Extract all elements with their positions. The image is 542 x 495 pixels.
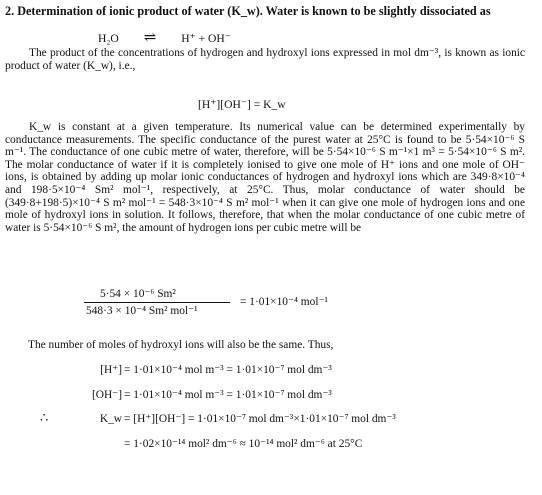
kw-definition: [H⁺][OH⁻] = K_w [198, 98, 286, 111]
equation-rhs-oh: = 1·01×10⁻⁴ mol m⁻³ = 1·01×10⁻⁷ mol dm⁻³ [124, 389, 332, 401]
equation-rhs-h: = 1·01×10⁻⁴ mol m⁻³ = 1·01×10⁻⁷ mol dm⁻³ [124, 364, 332, 376]
fraction-numerator: 5·54 × 10⁻⁶ Sm² [100, 288, 176, 300]
equation-rhs-result: = 1·02×10⁻¹⁴ mol² dm⁻⁶ ≈ 10⁻¹⁴ mol² dm⁻⁶ at 25°C [124, 438, 363, 450]
dissociation-lhs: H₂O [98, 32, 119, 45]
dissociation-equation [98, 28, 231, 47]
fraction-result: = 1·01×10⁻⁴ mol⁻¹ [240, 296, 328, 308]
equation-lhs-kw: K_w [99, 413, 122, 425]
paragraph-product: The product of the concentrations of hydrogen and hydroxyl ions expressed in mol dm⁻³, is known as ionic product of water (K_w), i.e., [5, 47, 525, 72]
fraction-bar [84, 302, 230, 303]
equation-lhs-h: [H⁺] [100, 364, 122, 376]
equation-lhs-oh: [OH⁻] [91, 389, 122, 401]
therefore-symbol: ∴ [40, 410, 49, 425]
paragraph-hydroxyl: The number of moles of hydroxyl ions will also be the same. Thus, [28, 339, 334, 351]
equation-rhs-kw: = [H⁺][OH⁻] = 1·01×10⁻⁷ mol dm⁻³×1·01×10⁻⁷ mol dm⁻³ [124, 413, 396, 425]
fraction-denominator: 548·3 × 10⁻⁴ Sm² mol⁻¹ [86, 305, 198, 317]
dissociation-rhs: H⁺ + OH⁻ [181, 32, 231, 45]
equilibrium-arrow-icon: ⇌ [143, 30, 157, 46]
paragraph-main: K_w is constant at a given temperature. Its numerical value can be determined experimentally by conductance measurements. The specific conductance of the purest water at 25°C is found to be 5·54×10⁻⁶ S m⁻¹. The conductance of one cubic metre of water, therefore, will be 5·54×10⁻⁶ S m⁻¹×1 m³ = 5·54×10⁻⁶ S m². The molar conductance of water if it is completely ionised to give one mole of H⁺ ions and one mole of OH⁻ ions, is obtained by adding up molar ionic conductances of hydrogen and hydroxyl ions which are 349·8×10⁻⁴ and 198·5×10⁻⁴ Sm² mol⁻¹, respectively, at 25°C. Thus, molar conductance of water should be (349·8+198·5)×10⁻⁴ S m² mol⁻¹ = 548·3×10⁻⁴ S m² mol⁻¹ when it can give one mole of hydrogen ions and one mole of hydroxyl ions in solution. It follows, therefore, that when the molar conductance of one cubic metre of water is 5·54×10⁻⁶ S m², the amount of hydrogen ions per cubic metre will be [5, 121, 525, 234]
section-heading: 2. Determination of ionic product of water (K_w). Water is known to be slightly dissociated as [5, 4, 491, 18]
